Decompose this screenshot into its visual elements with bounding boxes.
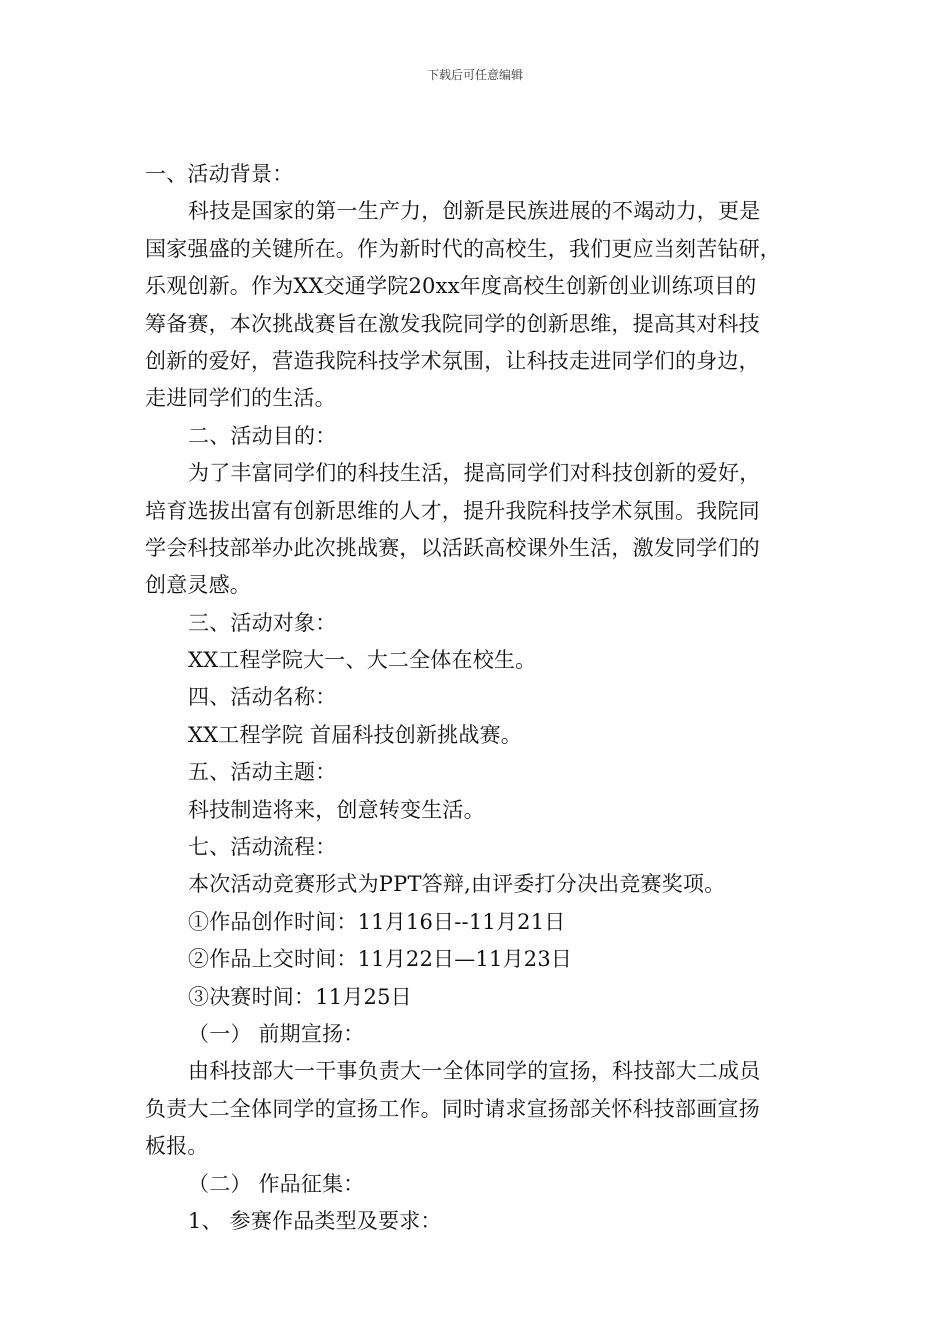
heading-purpose: 二、活动目的： — [188, 423, 337, 448]
publicity-paragraph-line: 由科技部大一干事负责大一全体同学的宣扬，科技部大二成员 — [188, 1059, 761, 1084]
target-text: XX工程学院大一、大二全体在校生。 — [188, 648, 537, 673]
schedule-item: ③决赛时间：11月25日 — [188, 984, 412, 1009]
heading-name: 四、活动名称： — [188, 685, 337, 710]
process-text: 本次活动竞赛形式为PPT答辩,由评委打分决出竞赛奖项。 — [188, 872, 726, 897]
publicity-paragraph-line: 板报。 — [145, 1134, 209, 1159]
document-body — [145, 156, 810, 1240]
collection-item: 1、 参赛作品类型及要求： — [188, 1208, 442, 1233]
background-paragraph-line: 筹备赛，本次挑战赛旨在激发我院同学的创新思维，提高其对科技 — [145, 311, 760, 336]
heading-background: 一、活动背景： — [145, 162, 294, 186]
background-paragraph-line: 国家强盛的关键所在。作为新时代的高校生，我们更应当刻苦钻研， — [145, 236, 781, 261]
heading-theme: 五、活动主题： — [188, 760, 337, 785]
subheading-publicity: （一） 前期宣扬： — [188, 1021, 365, 1046]
background-paragraph-line: 科技是国家的第一生产力，创新是民族进展的不竭动力，更是 — [188, 199, 761, 224]
background-paragraph-line: 走进同学们的生活。 — [145, 386, 336, 411]
purpose-paragraph-line: 为了丰富同学们的科技生活，提高同学们对科技创新的爱好， — [188, 461, 761, 486]
purpose-paragraph-line: 学会科技部举办此次挑战赛，以活跃高校课外生活，激发同学们的 — [145, 535, 760, 560]
purpose-paragraph-line: 培育选拔出富有创新思维的人才，提升我院科技学术氛围。我院同 — [145, 498, 760, 523]
page-header: 下载后可任意编辑 — [426, 68, 523, 82]
heading-process: 七、活动流程： — [188, 835, 337, 860]
subheading-collection: （二） 作品征集： — [188, 1171, 365, 1196]
schedule-item: ①作品创作时间：11月16日--11月21日 — [188, 909, 566, 934]
heading-target: 三、活动对象： — [188, 610, 337, 635]
background-paragraph-line: 乐观创新。作为XX交通学院20xx年度高校生创新创业训练项目的 — [145, 274, 757, 299]
publicity-paragraph-line: 负责大二全体同学的宣扬工作。同时请求宣扬部关怀科技部画宣扬 — [145, 1096, 760, 1121]
purpose-paragraph-line: 创意灵感。 — [145, 573, 251, 598]
name-text: XX工程学院 首届科技创新挑战赛。 — [188, 722, 522, 747]
background-paragraph-line: 创新的爱好，营造我院科技学术氛围，让科技走进同学们的身边， — [145, 348, 760, 373]
schedule-item: ②作品上交时间：11月22日—11月23日 — [188, 947, 573, 972]
theme-text: 科技制造将来，创意转变生活。 — [188, 797, 485, 822]
